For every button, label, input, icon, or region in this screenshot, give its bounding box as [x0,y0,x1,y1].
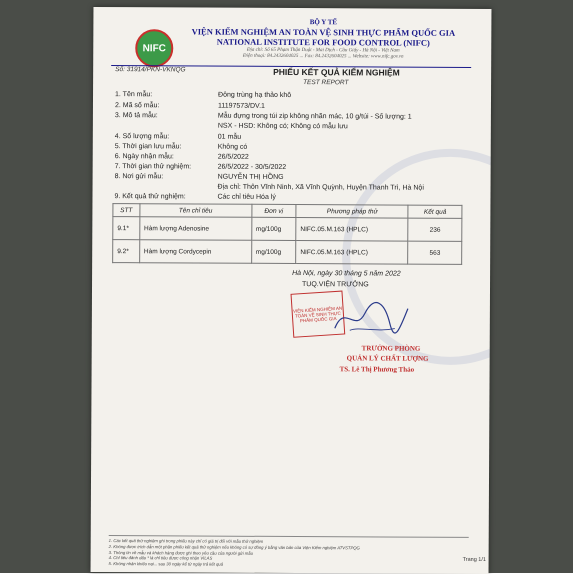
field-value: 11197573/DV.1 [217,102,265,110]
field-value: NGUYỄN THỊ HỒNG [217,173,284,181]
table-header: Phương pháp thử [296,205,408,219]
table-cell: Hàm lượng Cordycepin [139,240,251,264]
table-header: Tên chỉ tiêu [140,204,252,218]
table-header: STT [113,204,140,217]
field-value: 26/5/2022 [217,153,249,161]
field-label: 4. Số lượng mẫu: [114,133,170,141]
field-value: Không có [217,143,248,151]
table-cell: mg/100g [251,217,296,240]
institute-contact: Điện thoại: 84.2432604025 ... Fax: 84.2432604025 ... Website: www.nifc.gov.vn [242,53,404,60]
note-item: 4. Chỉ tiêu đánh dấu * là chỉ tiêu được công nhận VILAS [108,555,213,561]
nifc-logo [135,29,173,67]
signer-title: TRƯỞNG PHÒNG [361,344,421,353]
field-value: NSX - HSD: Không có; Không có mẫu lưu [217,122,348,131]
table-cell: 9.1* [113,217,140,240]
note-item: 5. Không nhận khiếu nại... sau 30 ngày kể từ ngày trả kết quả [108,561,223,567]
table-cell: 236 [408,218,462,241]
institute-address: Địa chỉ: Số 65 Phạm Thận Duật - Mai Dịch - Cầu Giấy - Hà Nội - Việt Nam [246,47,400,54]
table-row [113,240,462,265]
field-value: 26/5/2022 - 30/5/2022 [217,163,287,171]
signer-name: TS. Lê Thị Phương Thảo [339,365,415,374]
field-value: Các chỉ tiêu Hóa lý [217,193,276,201]
field-label: 9. Kết quả thử nghiệm: [114,193,186,201]
note-item: 1. Các kết quả thử nghiệm ghi trong phiếu này chỉ có giá trị đối với mẫu thử nghiệm [108,538,264,544]
report-title-en: TEST REPORT [303,79,349,87]
note-item: 2. Không được trích dẫn một phần phiếu kết quả thử nghiệm nếu không có sự đồng ý bằng văn bản của Viện Kiểm nghiệm ATVSTPQG [108,543,360,551]
field-value: 01 mẫu [217,133,242,141]
field-label: 7. Thời gian thử nghiệm: [114,163,192,171]
handwritten-signature [330,298,410,338]
table-header: Đơn vị [251,204,296,217]
logo-text: NIFC [142,42,166,54]
table-cell: 563 [408,241,462,264]
ministry-name: BỘ Y TẾ [309,18,338,27]
signature-date: Hà Nội, ngày 30 tháng 5 năm 2022 [292,270,401,278]
report-title-vn: PHIẾU KẾT QUẢ KIỂM NGHIỆM [273,66,400,78]
results-table [112,203,462,265]
institute-name-vn: VIỆN KIỂM NGHIỆM AN TOÀN VỆ SINH THỰC PHẨM QUỐC GIA [191,26,456,38]
field-value: Địa chỉ: Thôn Vĩnh Ninh, Xã Vĩnh Quỳnh, Huyện Thanh Trì, Hà Nội [217,183,424,192]
field-label: 8. Nơi gửi mẫu: [114,173,164,181]
stamp-text: VIỆN KIỂM NGHIỆM AN TOÀN VỆ SINH THỰC PHẨM QUỐC GIA [292,305,343,323]
field-label: 2. Mã số mẫu: [114,102,160,110]
table-cell: mg/100g [251,240,296,263]
table-cell: 9.2* [113,240,140,263]
field-label: 1. Tên mẫu: [115,91,153,99]
signature-role: TUQ.VIỆN TRƯỞNG [302,281,369,289]
table-cell: NIFC.05.M.163 (HPLC) [296,241,408,265]
test-report-document [91,7,492,574]
signer-department: QUẢN LÝ CHẤT LƯỢNG [346,354,429,363]
page-number: Trang 1/1 [462,556,486,564]
table-row [113,217,462,242]
institute-name-en: NATIONAL INSTITUTE FOR FOOD CONTROL (NIFC) [216,36,430,48]
field-value: Mẫu đựng trong túi zip không nhãn mác, 10 g/túi - Số lượng: 1 [217,112,412,121]
field-label: 5. Thời gian lưu mẫu: [114,143,182,151]
field-value: Đông trùng hạ thảo khô [218,91,292,99]
table-cell: NIFC.05.M.163 (HPLC) [296,218,408,242]
document-number: Số: 31914/PKN-VKNQG [115,66,186,74]
field-label: 3. Mô tả mẫu: [114,112,158,120]
header [173,17,473,60]
footer-notes [109,538,474,569]
table-header: Kết quả [408,205,462,218]
note-item: 3. Thông tin về mẫu và khách hàng được ghi theo yêu cầu của người gửi mẫu [108,549,253,556]
field-label: 6. Ngày nhận mẫu: [114,153,174,161]
table-cell: Hàm lượng Adenosine [139,217,251,241]
